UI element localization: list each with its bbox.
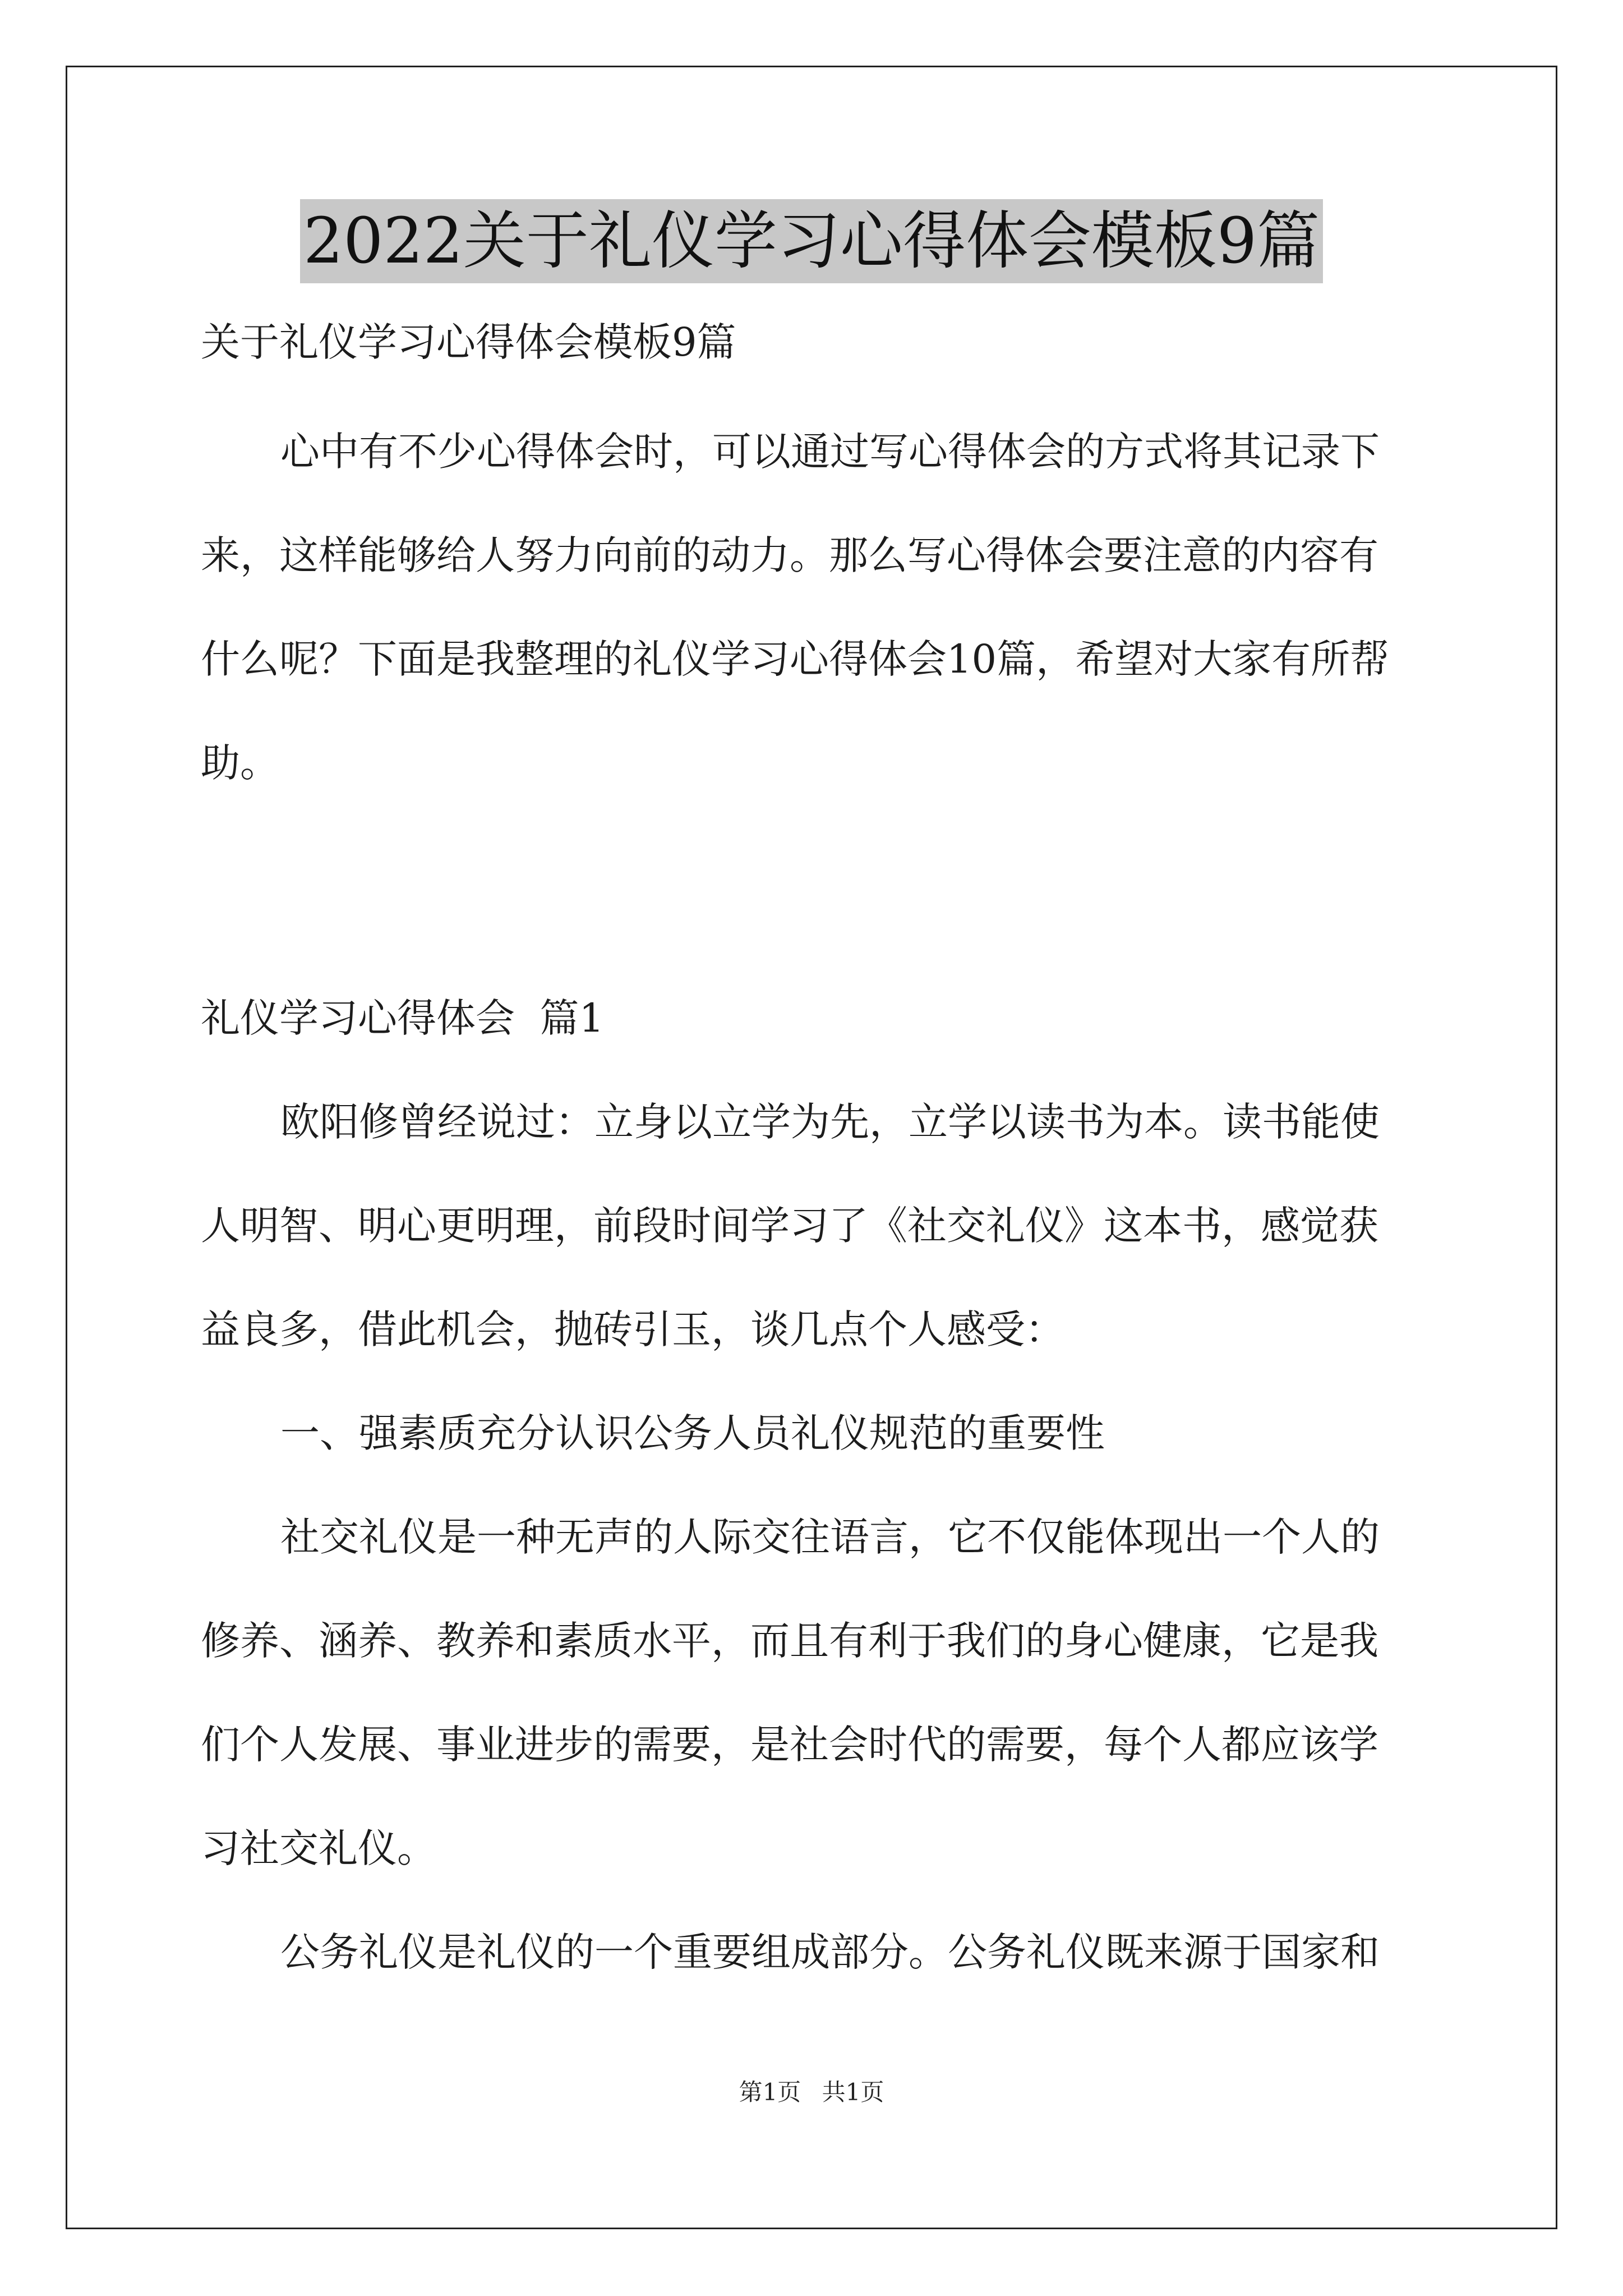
intro-line-2: 来，这样能够给人努力向前的动力。那么写心得体会要注意的内容有 [201,532,1378,578]
paragraph-line: 人明智、明心更明理，前段时间学习了《社交礼仪》这本书，感觉获 [201,1203,1378,1249]
section-heading: 礼仪学习心得体会 篇1 [201,995,605,1041]
intro-line-4: 助。 [201,740,279,786]
page-number: 第1页 [739,2078,801,2106]
paragraph-line: 公务礼仪是礼仪的一个重要组成部分。公务礼仪既来源于国家和 [280,1929,1380,1975]
intro-line-3: 什么呢？下面是我整理的礼仪学习心得体会10篇，希望对大家有所帮 [201,636,1390,682]
paragraph-line: 们个人发展、事业进步的需要，是社会时代的需要，每个人都应该学 [201,1722,1378,1768]
paragraph-line: 修养、涵养、教养和素质水平，而且有利于我们的身心健康，它是我 [201,1618,1378,1664]
section-subheading: 一、强素质充分认识公务人员礼仪规范的重要性 [280,1410,1105,1456]
page-footer [0,2076,1623,2109]
paragraph-line: 益良多，借此机会，抛砖引玉，谈几点个人感受： [201,1306,1064,1352]
page-total: 共1页 [822,2078,884,2106]
intro-line-1: 心中有不少心得体会时，可以通过写心得体会的方式将其记录下 [280,429,1380,475]
document-title: 2022关于礼仪学习心得体会模板9篇 [300,199,1323,283]
paragraph-line: 习社交礼仪。 [201,1825,436,1871]
title-block [0,199,1623,283]
paragraph-line: 社交礼仪是一种无声的人际交往语言，它不仅能体现出一个人的 [280,1514,1380,1560]
paragraph-line: 欧阳修曾经说过：立身以立学为先，立学以读书为本。读书能使 [280,1099,1380,1145]
document-subtitle: 关于礼仪学习心得体会模板9篇 [201,319,736,365]
